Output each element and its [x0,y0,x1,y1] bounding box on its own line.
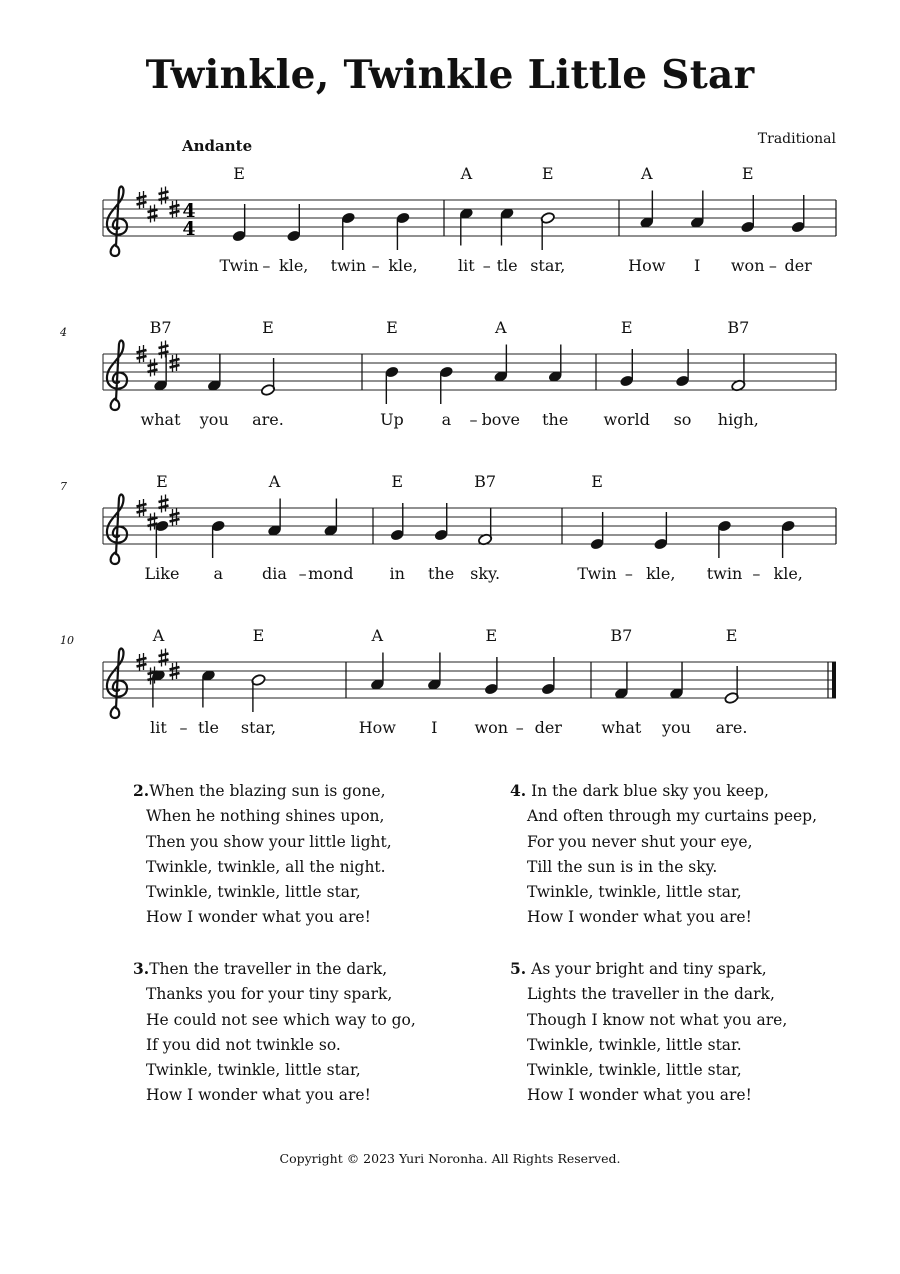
lyric-syllable: tle [197,718,220,737]
verse-number: 3. [133,959,150,978]
chord-symbol: E [485,626,498,645]
lyric-syllable: der [784,256,812,275]
lyric-syllable: dia [262,564,287,583]
chord-symbol: E [156,472,168,491]
lyric-syllable: the [428,564,455,583]
sharp-icon [137,202,147,205]
lyric-syllable: won [474,718,509,737]
sharp-icon [137,356,147,359]
lyric-syllable: mond [308,564,354,583]
verse-line: How I wonder what you are! [146,908,371,927]
measure-number: 7 [60,480,67,493]
verse-line: 5. As your bright and tiny spark, [510,959,767,978]
lyric-syllable: a [213,564,224,583]
lyric-syllable: Twin [219,256,259,275]
lyric-syllable: kle, [279,256,309,275]
verse-4 [510,778,850,931]
lyric-hyphen: – [298,564,307,583]
chord-symbol: B7 [727,318,750,337]
verse-line: Twinkle, twinkle, little star. [527,1035,742,1054]
lyric-hyphen: – [624,564,633,583]
chord-symbol: A [371,626,384,645]
chord-symbol: E [262,318,274,337]
lyric-syllable: der [534,718,562,737]
composer-credit: Traditional [757,131,836,147]
copyright-notice: Copyright © 2023 Yuri Noronha. All Rights Reserved. [279,1151,621,1166]
verse-2 [133,778,473,931]
lyric-syllable: a [441,410,452,429]
time-signature-numerator: 4 [182,200,196,222]
lyric-syllable: I [694,256,701,275]
verse-line: If you did not twinkle so. [146,1035,341,1054]
verse-line: When he nothing shines upon, [146,807,385,826]
verse-line: 4. In the dark blue sky you keep, [510,781,769,800]
verse-line: Till the sun is in the sky. [527,857,718,876]
sharp-icon [159,500,169,503]
lyric-syllable: world [603,410,650,429]
sharp-icon [170,359,180,362]
sharp-icon [170,205,180,208]
chord-symbol: A [494,318,507,337]
chord-symbol: E [725,626,738,645]
verse-line: Twinkle, twinkle, all the night. [146,857,386,876]
lyric-hyphen: – [752,564,761,583]
lyric-syllable: you [661,718,691,737]
verse-number: 2. [133,781,150,800]
lyric-hyphen: – [482,256,491,275]
lyric-syllable: what [601,718,642,737]
lyric-syllable: are. [715,718,748,737]
lyric-syllable: star, [240,718,277,737]
sharp-icon [170,673,180,676]
verse-line: Thanks you for your tiny spark, [146,985,393,1004]
lyric-syllable: bove [481,410,520,429]
chord-symbol: E [391,472,404,491]
lyric-syllable: lit [458,256,475,275]
verse-line: How I wonder what you are! [146,1086,371,1105]
lyric-syllable: so [673,410,692,429]
verse-line: Twinkle, twinkle, little star, [146,883,361,902]
sharp-icon [159,346,169,349]
chord-symbol: E [741,164,754,183]
sharp-icon [137,658,147,661]
chord-symbol: A [152,626,165,645]
sharp-icon [148,364,158,367]
chord-symbol: A [640,164,653,183]
chord-symbol: E [591,472,603,491]
lyric-syllable: are. [252,410,284,429]
sharp-icon [148,210,158,213]
chord-symbol: E [233,164,245,183]
verse-line: Lights the traveller in the dark, [527,985,775,1004]
lyric-syllable: kle, [646,564,676,583]
lyric-hyphen: – [371,256,380,275]
lyric-syllable: Up [380,410,404,429]
measure-number: 10 [60,634,74,647]
lyric-syllable: what [140,410,181,429]
lyric-syllable: Twin [577,564,617,583]
lyric-syllable: Like [144,564,180,583]
lyric-hyphen: – [768,256,777,275]
chord-symbol: E [620,318,633,337]
chord-symbol: E [541,164,554,183]
sharp-icon [137,510,147,513]
lyric-syllable: star, [530,256,566,275]
sharp-icon [170,513,180,516]
chord-symbol: B7 [610,626,633,645]
lyric-hyphen: – [515,718,524,737]
treble-clef-icon [107,341,127,410]
verse-line: Then you show your little light, [146,832,392,851]
lyric-syllable: kle, [773,564,803,583]
chord-symbol: B7 [149,318,172,337]
chord-symbol: B7 [474,472,497,491]
sharp-icon [159,654,169,657]
lyric-hyphen: – [262,256,271,275]
time-signature-denominator: 4 [182,218,196,240]
treble-clef-icon [107,187,127,256]
sharp-icon [137,196,147,199]
lyric-syllable: How [628,256,666,275]
sharp-icon [170,365,180,368]
lyric-syllable: you [199,410,229,429]
sharp-icon [170,519,180,522]
verse-number: 5. [510,959,527,978]
lyric-hyphen: – [469,410,478,429]
lyric-hyphen: – [179,718,188,737]
verse-line: How I wonder what you are! [527,908,752,927]
verse-line: Twinkle, twinkle, little star, [527,883,742,902]
sharp-icon [137,664,147,667]
verse-line: For you never shut your eye, [527,832,753,851]
verse-line: Twinkle, twinkle, little star, [527,1061,742,1080]
sharp-icon [137,504,147,507]
sharp-icon [148,518,158,521]
lyric-syllable: high, [717,410,759,429]
sharp-icon [137,350,147,353]
verse-line: Twinkle, twinkle, little star, [146,1061,361,1080]
verse-line: How I wonder what you are! [527,1086,752,1105]
final-barline-thick [832,662,836,698]
lyric-syllable: lit [150,718,167,737]
chord-symbol: E [252,626,265,645]
verse-line: Though I know not what you are, [527,1010,788,1029]
lyric-syllable: sky. [470,564,501,583]
verse-number: 4. [510,781,527,800]
sharp-icon [170,667,180,670]
verse-5 [510,956,850,1109]
lyric-syllable: in [389,564,405,583]
lyric-syllable: I [431,718,438,737]
chord-symbol: A [460,164,473,183]
verse-line: 2.When the blazing sun is gone, [133,781,386,800]
page-title: Twinkle, Twinkle Little Star [145,52,755,98]
sharp-icon [159,192,169,195]
verse-line: He could not see which way to go, [146,1010,416,1029]
lyric-syllable: twin [706,564,743,583]
lyric-syllable: twin [330,256,367,275]
sharp-icon [170,211,180,214]
lyric-syllable: the [542,410,569,429]
chord-symbol: A [268,472,281,491]
treble-clef-icon [107,495,127,564]
tempo-marking: Andante [182,137,253,155]
verse-line: And often through my curtains peep, [527,807,818,826]
lyric-syllable: won [730,256,765,275]
treble-clef-icon [107,649,127,718]
lyric-syllable: How [358,718,396,737]
lyric-syllable: kle, [388,256,418,275]
verse-3 [133,956,473,1109]
chord-symbol: E [386,318,398,337]
lyric-syllable: tle [496,256,518,275]
verse-line: 3.Then the traveller in the dark, [133,959,388,978]
measure-number: 4 [60,326,67,339]
